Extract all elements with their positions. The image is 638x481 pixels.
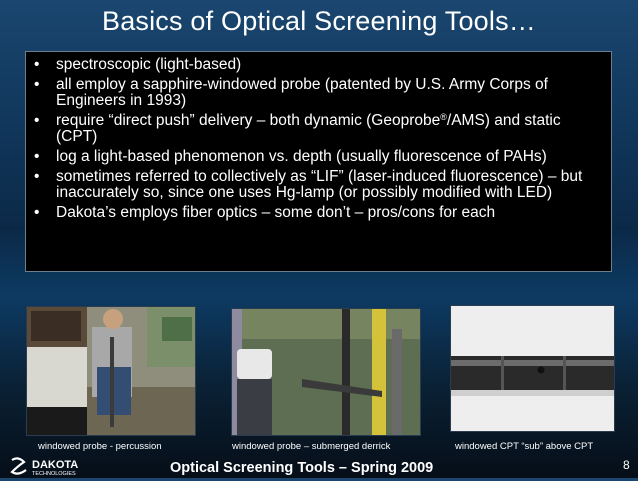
bullet-marker: • xyxy=(34,56,40,73)
bullet-marker: • xyxy=(34,76,40,93)
bullet-list xyxy=(26,52,611,221)
bullet-item xyxy=(32,77,605,109)
bullet-item xyxy=(32,149,605,165)
bullet-text: Dakota’s employs fiber optics – some don’t – pros/cons for each xyxy=(56,204,496,221)
caption-cpt: windowed CPT “sub” above CPT xyxy=(455,441,594,452)
bullet-text-pre: require “direct push” delivery – both dynamic (Geoprobe xyxy=(56,112,441,129)
bullet-marker: • xyxy=(34,204,40,221)
photo-windowed-cpt-sub xyxy=(450,305,615,432)
bullet-text-post: /AMS) and static (CPT) xyxy=(56,112,561,145)
bullet-marker: • xyxy=(34,148,40,165)
dakota-logo xyxy=(8,456,126,476)
bullet-text: spectroscopic (light-based) xyxy=(56,56,242,73)
photo-percussion-probe xyxy=(26,306,196,436)
swoosh-icon xyxy=(12,458,26,473)
logo-line-2: TECHNOLOGIES xyxy=(32,471,76,476)
caption-percussion: windowed probe - percussion xyxy=(38,441,162,452)
bullet-item xyxy=(32,205,605,221)
bullet-list-box xyxy=(25,51,612,272)
caption-derrick: windowed probe – submerged derrick xyxy=(232,441,391,452)
photo-submerged-derrick xyxy=(231,308,421,436)
page-number: 8 xyxy=(623,458,630,472)
bullet-item xyxy=(32,169,605,201)
bullet-item xyxy=(32,57,605,73)
bullet-text: sometimes referred to collectively as “LIF” (laser-induced fluorescence) – but inaccurately so, since one uses Hg-lamp (or possibly modified with LED) xyxy=(56,168,583,201)
registered-mark: ® xyxy=(440,112,447,122)
slide-title: Basics of Optical Screening Tools… xyxy=(101,6,536,36)
bullet-item xyxy=(32,113,605,145)
slide-footer: Optical Screening Tools – Spring 2009 xyxy=(170,460,434,476)
bullet-text: log a light-based phenomenon vs. depth (usually fluorescence of PAHs) xyxy=(56,148,547,165)
bullet-marker: • xyxy=(34,112,40,129)
logo-line-1: DAKOTA xyxy=(32,459,79,471)
bullet-marker: • xyxy=(34,168,40,185)
bullet-text: all employ a sapphire-windowed probe (patented by U.S. Army Corps of Engineers in 1993) xyxy=(56,76,548,109)
